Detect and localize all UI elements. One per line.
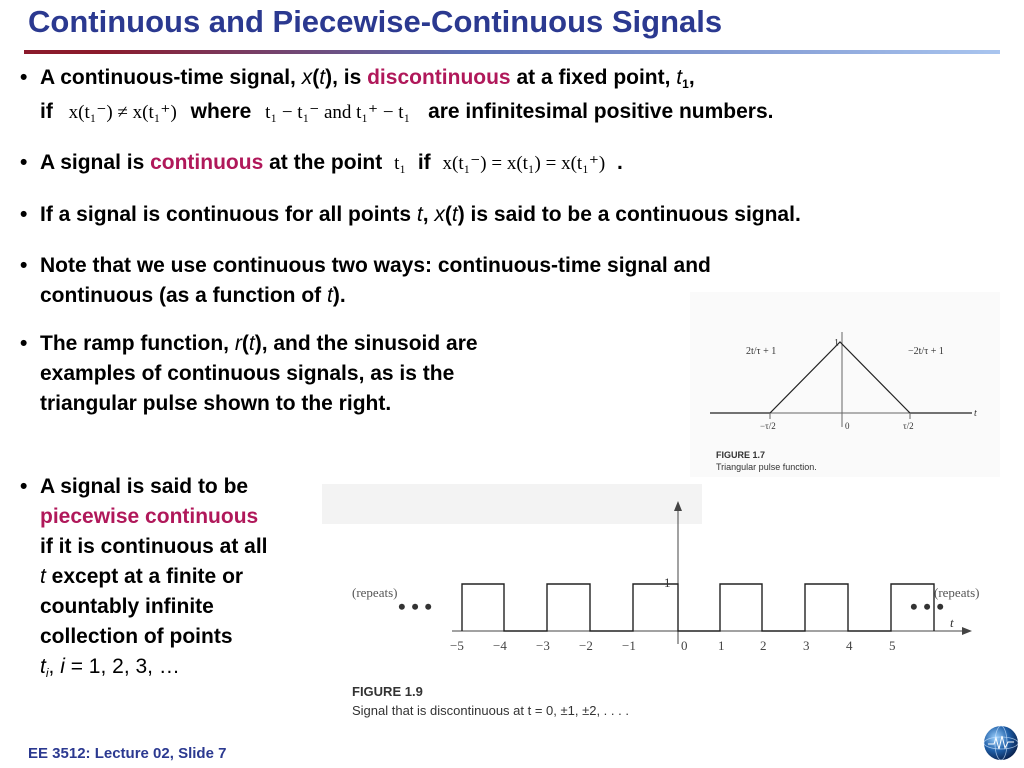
- slide-title: Continuous and Piecewise-Continuous Signals: [28, 4, 723, 39]
- bullet-2-text-b: at the point: [263, 151, 383, 174]
- bullet-1-where: where: [190, 100, 252, 123]
- bullet-6-line-1: A signal is said to be: [40, 475, 249, 498]
- var-t: t: [40, 655, 46, 678]
- tick-label: 4: [846, 638, 853, 653]
- figure-1-7-label: FIGURE 1.7: [716, 450, 766, 460]
- ellipsis-right: • • •: [910, 594, 945, 619]
- subscript-i: i: [45, 666, 49, 680]
- bullet-5-line-2: examples of continuous signals, as is the: [40, 362, 455, 385]
- tick-label-neg: −τ/2: [760, 421, 776, 431]
- bullet-5-text-a: The ramp function,: [40, 332, 235, 355]
- subscript-1: 1: [682, 77, 689, 91]
- var-t: t: [327, 284, 333, 307]
- bullet-1-line-2: [40, 97, 774, 128]
- var-t1: t: [676, 66, 683, 89]
- bullet-1-if: if: [40, 100, 53, 123]
- figure-1-9-label: FIGURE 1.9: [352, 684, 423, 699]
- t-axis-label: t: [974, 408, 977, 419]
- globe-logo-icon: [982, 724, 1020, 762]
- triangular-pulse-plot: [690, 292, 1000, 442]
- y-axis-arrow: [674, 501, 682, 511]
- bullet-1: • A continuous-time signal, x(t), is discontinuous at a fixed point, $t_1$,: [20, 66, 695, 91]
- tick-label: −2: [579, 638, 593, 653]
- bullet-5-line-3: triangular pulse shown to the right.: [40, 392, 392, 415]
- piecewise-continuous-highlight: piecewise continuous: [40, 505, 259, 528]
- continuous-highlight: continuous: [150, 151, 264, 174]
- bullet-4: • Note that we use continuous two ways: continuous-time signal and continuous (as a function of t).: [40, 251, 711, 311]
- bullet-4-text-a: continuous (as a function of: [40, 284, 327, 307]
- tick-label: 1: [718, 638, 725, 653]
- right-slope-label: −2t/τ + 1: [908, 346, 944, 357]
- bullet-1-text-c: at a fixed point,: [510, 66, 677, 89]
- ellipsis-left: • • •: [398, 594, 433, 619]
- slide-footer: EE 3512: Lecture 02, Slide 7: [28, 745, 227, 762]
- left-slope-label: 2t/τ + 1: [746, 346, 777, 357]
- var-x: x: [301, 66, 313, 89]
- square-wave-plot: [322, 484, 1002, 674]
- var-t: t: [416, 203, 423, 226]
- bullet-5-text-b: , and the sinusoid are: [261, 332, 478, 355]
- tick-labels: [450, 638, 896, 653]
- repeats-left-label: (repeats): [352, 585, 398, 600]
- figure-1-9-caption: Signal that is discontinuous at t = 0, ±1, ±2, . . . .: [352, 703, 629, 718]
- bullet-6-line-6: collection of points: [40, 625, 233, 648]
- bullet-3-text-b: ) is said to be a continuous signal.: [457, 203, 801, 226]
- var-t: t: [40, 565, 46, 588]
- tick-label: −1: [622, 638, 636, 653]
- peak-label: 1: [834, 338, 839, 349]
- continuity-condition-math: x(t₁⁻) = x(t₁) = x(t₁⁺): [442, 153, 606, 174]
- var-x: x: [434, 203, 445, 226]
- paren-open: (: [444, 203, 452, 226]
- figure-1-7: [690, 292, 1000, 477]
- bullet-2: • A signal is continuous at the point t₁ if x(t₁⁻) = x(t₁) = x(t₁⁺) .: [20, 151, 623, 174]
- square-wave-curve: [462, 584, 934, 631]
- var-r: r: [234, 332, 242, 355]
- bullet-6: • A signal is said to be piecewise continuous if it is continuous at all t except at a finite or countably infinite collection of points $t_i$, i = 1, 2, 3, …: [40, 472, 268, 688]
- title-underline: [24, 50, 1000, 54]
- bullet-3-text-a: If a signal is continuous for all points: [40, 203, 417, 226]
- bullet-6-line-4: [40, 562, 268, 592]
- bullet-1-text-a: A continuous-time signal,: [40, 66, 302, 89]
- level-label: 1: [664, 575, 671, 590]
- bullet-1-text-d: are infinitesimal positive numbers.: [428, 100, 774, 123]
- bullet-2-text-a: A signal is: [40, 151, 151, 174]
- bullet-3-comma: ,: [422, 203, 435, 226]
- discontinuous-highlight: discontinuous: [367, 66, 511, 89]
- tick-label-zero: 0: [845, 421, 850, 431]
- bullet-5-line-1: The ramp function, r(t), and the sinusoid are: [40, 332, 478, 355]
- bullet-1-text-b: , is: [332, 66, 368, 89]
- figure-1-9: [322, 484, 1002, 724]
- var-t: t: [248, 332, 255, 355]
- bullet-4-line-1: Note that we use continuous two ways: continuous-time signal and: [40, 254, 711, 277]
- tick-label: −5: [450, 638, 464, 653]
- bullet-4-text-b: ).: [332, 284, 346, 307]
- bullet-1-comma: ,: [688, 66, 695, 89]
- x-axis-arrow: [962, 627, 972, 635]
- bullet-6-line-7: $t_i$, i = 1, 2, 3, …: [40, 655, 180, 680]
- var-i: i: [60, 655, 65, 678]
- tick-label: 5: [889, 638, 896, 653]
- repeats-right-label: (repeats): [934, 585, 980, 600]
- bullet-3: • If a signal is continuous for all points t, x(t) is said to be a continuous signal.: [20, 203, 801, 226]
- tick-label: −3: [536, 638, 550, 653]
- t-axis-label: t: [950, 615, 954, 630]
- tick-label: −4: [493, 638, 507, 653]
- discontinuity-condition-math: x(t₁⁻) ≠ x(t₁⁺): [68, 102, 177, 123]
- figure-1-7-caption: Triangular pulse function.: [716, 462, 817, 472]
- infinitesimal-math: t₁ − t₁⁻ and t₁⁺ − t₁: [265, 102, 411, 123]
- bullet-2-if: if: [417, 151, 431, 174]
- tick-label: 3: [803, 638, 810, 653]
- tick-label-pos: τ/2: [903, 421, 914, 431]
- var-t: t: [451, 203, 458, 226]
- bullet-5: • The ramp function, r(t), and the sinusoid are examples of continuous signals, as is the triangular pulse shown to the right.: [40, 329, 478, 419]
- bullet-2-period: .: [617, 151, 623, 174]
- tick-label: 2: [760, 638, 767, 653]
- var-t: t: [319, 66, 326, 89]
- bullet-4-line-2: [40, 281, 711, 311]
- bullet-6-line-3: if it is continuous at all: [40, 535, 268, 558]
- bullet-6-text-a: except at a finite or: [45, 565, 244, 588]
- tick-label: 0: [681, 638, 688, 653]
- bullet-6-line-5: countably infinite: [40, 595, 214, 618]
- bullet-6-text-b: = 1, 2, 3, …: [64, 655, 180, 678]
- point-t1-math: t₁: [394, 153, 406, 174]
